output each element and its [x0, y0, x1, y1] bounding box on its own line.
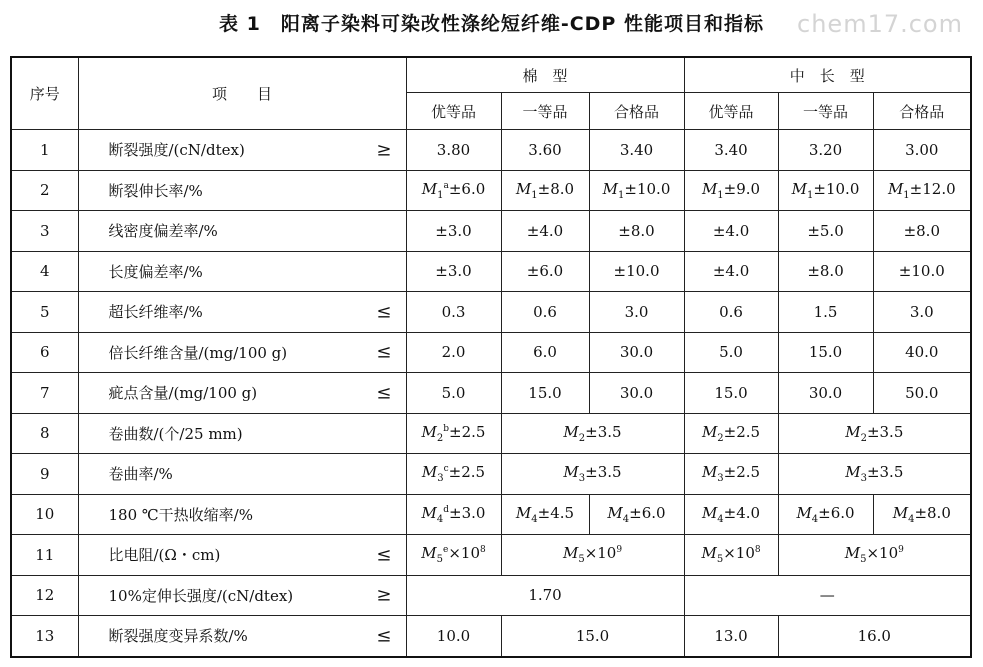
- row-number: 3: [11, 211, 78, 252]
- cell-value: ±10.0: [589, 251, 684, 292]
- cell-value: 16.0: [778, 616, 971, 657]
- cell-value: $M_4\pm 8.0$: [873, 494, 971, 535]
- comparison-symbol: ≥: [376, 139, 392, 161]
- cell-value: $M_5^e\times 10^8$: [406, 535, 501, 576]
- table-row: [11, 211, 971, 252]
- cell-value: 3.40: [589, 130, 684, 171]
- cell-value: $M_2\pm 2.5$: [684, 413, 778, 454]
- table-row: [11, 251, 971, 292]
- table-row: [11, 292, 971, 333]
- cell-value: $M_1\pm 8.0$: [501, 170, 589, 211]
- row-item: 180 ℃干热收缩率/%: [78, 494, 406, 535]
- cell-value: $M_3^c\pm 2.5$: [406, 454, 501, 495]
- row-number: 11: [11, 535, 78, 576]
- row-number: 13: [11, 616, 78, 657]
- header-grade: 一等品: [778, 93, 873, 130]
- header-mid-length-type: 中 长 型: [684, 57, 971, 93]
- cell-value: 3.00: [873, 130, 971, 171]
- cell-value: $M_1^a\pm 6.0$: [406, 170, 501, 211]
- cell-value: 15.0: [501, 373, 589, 414]
- cell-value: 30.0: [589, 373, 684, 414]
- cell-value: $M_1\pm 9.0$: [684, 170, 778, 211]
- header-item: 项 目: [78, 57, 406, 130]
- cell-value: $M_2\pm 3.5$: [778, 413, 971, 454]
- table-title: 表 1 阳离子染料可染改性涤纶短纤维-CDP 性能项目和指标: [219, 12, 764, 35]
- cell-value: $M_4\pm 4.0$: [684, 494, 778, 535]
- cell-value: ±8.0: [778, 251, 873, 292]
- table-row: [11, 575, 971, 616]
- row-item: 超长纤维率/% ≤: [78, 292, 406, 333]
- cell-value: $M_4^d\pm 3.0$: [406, 494, 501, 535]
- row-number: 2: [11, 170, 78, 211]
- cell-value: ±3.0: [406, 211, 501, 252]
- table-row: [11, 535, 971, 576]
- cell-value: ±8.0: [589, 211, 684, 252]
- table-row: [11, 170, 971, 211]
- cell-value: 1.70: [406, 575, 684, 616]
- cell-value: 3.60: [501, 130, 589, 171]
- row-number: 6: [11, 332, 78, 373]
- row-number: 10: [11, 494, 78, 535]
- cell-value: ±5.0: [778, 211, 873, 252]
- cell-value: $M_1\pm 10.0$: [589, 170, 684, 211]
- comparison-symbol: ≤: [376, 382, 392, 404]
- row-item: 疵点含量/(mg/100 g) ≤: [78, 373, 406, 414]
- cell-value: 15.0: [501, 616, 684, 657]
- cell-value: 1.5: [778, 292, 873, 333]
- table-row: [11, 413, 971, 454]
- cell-value: 15.0: [778, 332, 873, 373]
- header-seq: 序号: [11, 57, 78, 130]
- row-item: 倍长纤维含量/(mg/100 g) ≤: [78, 332, 406, 373]
- cell-value: 0.3: [406, 292, 501, 333]
- comparison-symbol: ≤: [376, 625, 392, 647]
- cell-value: 0.6: [684, 292, 778, 333]
- row-number: 12: [11, 575, 78, 616]
- watermark: chem17.com: [797, 10, 963, 38]
- cell-value: ±6.0: [501, 251, 589, 292]
- cell-value: $M_5\times 10^9$: [501, 535, 684, 576]
- cell-value: $M_2\pm 3.5$: [501, 413, 684, 454]
- cell-value: ±4.0: [501, 211, 589, 252]
- cell-value: $M_2^b\pm 2.5$: [406, 413, 501, 454]
- row-number: 9: [11, 454, 78, 495]
- cell-value: 15.0: [684, 373, 778, 414]
- row-number: 4: [11, 251, 78, 292]
- cell-value: 3.0: [873, 292, 971, 333]
- cell-value: 13.0: [684, 616, 778, 657]
- cell-value: ±3.0: [406, 251, 501, 292]
- cell-value: $M_4\pm 6.0$: [778, 494, 873, 535]
- cell-value: 2.0: [406, 332, 501, 373]
- cell-value: 3.80: [406, 130, 501, 171]
- cell-value: $M_5\times 10^9$: [778, 535, 971, 576]
- row-item: 断裂强度变异系数/% ≤: [78, 616, 406, 657]
- cell-value: 30.0: [778, 373, 873, 414]
- header-cotton-type: 棉 型: [406, 57, 684, 93]
- cell-value: 3.0: [589, 292, 684, 333]
- header-grade: 优等品: [406, 93, 501, 130]
- cell-value: ±10.0: [873, 251, 971, 292]
- row-item: 卷曲数/(个/25 mm): [78, 413, 406, 454]
- row-item: 断裂伸长率/%: [78, 170, 406, 211]
- cell-value: ±8.0: [873, 211, 971, 252]
- cell-value: 6.0: [501, 332, 589, 373]
- header-grade: 一等品: [501, 93, 589, 130]
- header-grade: 优等品: [684, 93, 778, 130]
- cell-value: 0.6: [501, 292, 589, 333]
- cell-value: 40.0: [873, 332, 971, 373]
- cell-value: ±4.0: [684, 211, 778, 252]
- table-row: [11, 130, 971, 171]
- cell-value: $M_4\pm 4.5$: [501, 494, 589, 535]
- row-item: 线密度偏差率/%: [78, 211, 406, 252]
- row-number: 7: [11, 373, 78, 414]
- table-row: [11, 494, 971, 535]
- cell-value: 50.0: [873, 373, 971, 414]
- row-number: 5: [11, 292, 78, 333]
- cell-value: 3.20: [778, 130, 873, 171]
- cell-value: $M_3\pm 3.5$: [501, 454, 684, 495]
- cell-value: $M_4\pm 6.0$: [589, 494, 684, 535]
- cell-value: 3.40: [684, 130, 778, 171]
- cell-value: $M_3\pm 2.5$: [684, 454, 778, 495]
- row-item: 长度偏差率/%: [78, 251, 406, 292]
- spec-table: [10, 56, 972, 658]
- cell-value: $M_1\pm 10.0$: [778, 170, 873, 211]
- table-row: [11, 454, 971, 495]
- row-number: 1: [11, 130, 78, 171]
- cell-value: ±4.0: [684, 251, 778, 292]
- cell-value: 5.0: [684, 332, 778, 373]
- row-item: 卷曲率/%: [78, 454, 406, 495]
- table-row: [11, 373, 971, 414]
- cell-value: $M_5\times 10^8$: [684, 535, 778, 576]
- cell-value: $M_1\pm 12.0$: [873, 170, 971, 211]
- cell-value: 10.0: [406, 616, 501, 657]
- table-row: [11, 616, 971, 657]
- cell-value: —: [684, 575, 971, 616]
- row-item: 10%定伸长强度/(cN/dtex) ≥: [78, 575, 406, 616]
- cell-value: $M_3\pm 3.5$: [778, 454, 971, 495]
- comparison-symbol: ≤: [376, 544, 392, 566]
- comparison-symbol: ≥: [376, 584, 392, 606]
- comparison-symbol: ≤: [376, 301, 392, 323]
- comparison-symbol: ≤: [376, 341, 392, 363]
- cell-value: 5.0: [406, 373, 501, 414]
- row-number: 8: [11, 413, 78, 454]
- cell-value: 30.0: [589, 332, 684, 373]
- table-row: [11, 332, 971, 373]
- row-item: 断裂强度/(cN/dtex) ≥: [78, 130, 406, 171]
- header-grade: 合格品: [589, 93, 684, 130]
- header-grade: 合格品: [873, 93, 971, 130]
- row-item: 比电阻/(Ω・cm) ≤: [78, 535, 406, 576]
